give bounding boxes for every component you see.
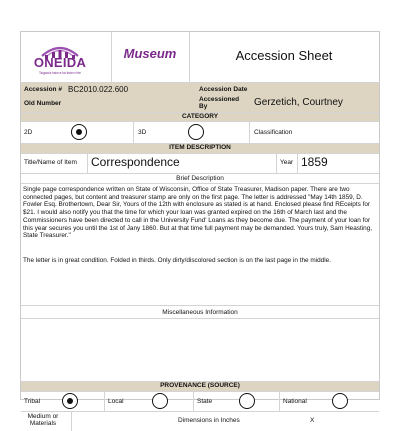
logo-name: ONEIDA — [33, 55, 87, 70]
misc-info-value[interactable] — [23, 322, 377, 378]
option-2d-radio[interactable] — [71, 124, 87, 140]
brief-description-text[interactable]: Single page correspondence written on State of Wisconsin, Office of State Treasurer, Madison paper. There are two connected pages, but content and treasurer stamp are only on the first page. The letter is addressed "May 14th 1859, D. Fowler Esq. Brothertown, Dear Sir, Yours of the 12th with enclosure as stated is at hand. Enclosed please find REceipts for $21. I would also notify you that the time for which your loan was granted expired on the 16th of March last and the Commissioners have been directed to call in the University Fund' Loans as they become due. The payment of your loan for this year secures you until the 1st of Jany 1860. But at that time full payment may be demanded. Yours truly, Sam Heasting, State Treasurer." — [23, 186, 373, 240]
accession-date-label: Accession Date — [199, 86, 248, 93]
local-radio[interactable] — [152, 393, 168, 409]
accession-number-value[interactable]: BC2010.022.600 — [68, 85, 129, 94]
option-2d-label: 2D — [24, 129, 33, 136]
accessioned-by-value[interactable]: Gerzetich, Courtney — [254, 97, 343, 108]
state-radio[interactable] — [239, 393, 255, 409]
category-header: CATEGORY — [181, 113, 219, 120]
old-number-label: Old Number — [24, 100, 62, 107]
page-title: Accession Sheet — [235, 48, 333, 63]
provenance-header: PROVENANCE (SOURCE) — [160, 382, 240, 389]
museum-label: Museum — [123, 46, 177, 61]
item-description-header: ITEM DESCRIPTION — [169, 144, 231, 151]
dimensions-separator: X — [310, 417, 315, 424]
medium-materials-label: Medium or Materials — [27, 413, 59, 427]
title-name-label: Title/Name of Item — [24, 159, 77, 166]
option-3d-label: 3D — [138, 129, 147, 136]
year-value[interactable]: 1859 — [301, 155, 328, 169]
tribal-radio[interactable] — [62, 393, 78, 409]
tribal-label: Tribal — [24, 398, 41, 405]
oneida-logo — [25, 36, 95, 80]
accessioned-by-label: Accessioned By — [199, 96, 240, 110]
logo-tagline: Tsigwa'a·ksiw·a·ka·ksta·n·hte — [39, 71, 81, 75]
misc-info-label: Miscellaneous Information — [162, 309, 238, 316]
national-radio[interactable] — [332, 393, 348, 409]
state-label: State — [197, 398, 213, 405]
accession-number-label: Accession # — [24, 86, 62, 93]
dimensions-label: Dimensions in Inches — [178, 417, 240, 424]
brief-description-label: Brief Description — [176, 175, 224, 182]
title-name-value[interactable]: Correspondence — [91, 155, 180, 169]
year-label: Year — [280, 159, 294, 166]
condition-text[interactable]: The letter is in great condition. Folded in thirds. Only dirty/discolored section is on the last page in the middle. — [23, 257, 331, 264]
local-label: Local — [108, 398, 124, 405]
classification-label: Classification — [254, 129, 293, 136]
option-3d-radio[interactable] — [188, 124, 204, 140]
national-label: National — [283, 398, 307, 405]
accession-sheet — [20, 31, 380, 427]
